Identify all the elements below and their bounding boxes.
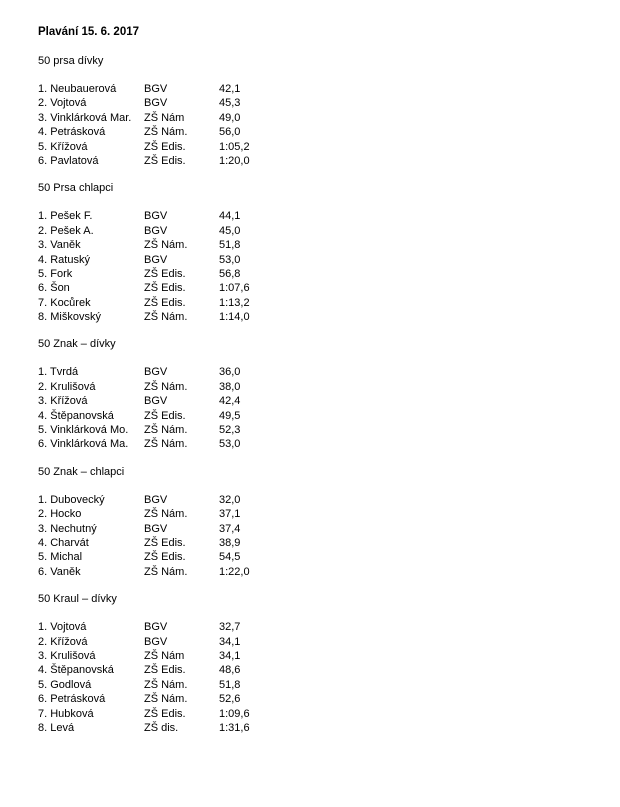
swim-time: 1:14,0	[219, 311, 250, 324]
school-name: BGV	[144, 395, 168, 408]
school-name: ZŠ Edis.	[144, 551, 186, 564]
school-name: ZŠ Edis.	[144, 282, 186, 295]
school-name: ZŠ Nám.	[144, 239, 188, 252]
swimmer-name: 1. Vojtová	[38, 621, 87, 634]
result-row	[38, 281, 598, 295]
results-sections	[38, 54, 598, 735]
result-row	[38, 310, 598, 324]
results-document	[38, 24, 598, 748]
result-row	[38, 423, 598, 437]
swimmer-name: 3. Křížová	[38, 395, 88, 408]
swim-time: 44,1	[219, 210, 241, 223]
swimmer-name: 5. Godlová	[38, 678, 92, 691]
swimmer-name: 7. Hubková	[38, 707, 94, 720]
swimmer-name: 4. Petrásková	[38, 126, 106, 139]
result-row	[38, 663, 598, 677]
result-section	[38, 465, 598, 579]
result-row	[38, 209, 598, 223]
swimmer-name: 6. Šon	[38, 282, 70, 295]
swim-time: 1:05,2	[219, 140, 250, 153]
swim-time: 45,0	[219, 224, 241, 237]
swimmer-name: 5. Fork	[38, 267, 73, 280]
swim-time: 38,0	[219, 380, 241, 393]
swim-time: 1:13,2	[219, 296, 250, 309]
result-row	[38, 238, 598, 252]
result-row	[38, 565, 598, 579]
swim-time: 51,8	[219, 678, 241, 691]
result-row	[38, 224, 598, 238]
school-name: ZŠ Nám.	[144, 424, 188, 437]
swim-time: 1:09,6	[219, 707, 250, 720]
school-name: ZŠ Nám.	[144, 693, 188, 706]
section-heading: 50 Znak – chlapci	[38, 465, 125, 478]
school-name: BGV	[144, 210, 168, 223]
swimmer-name: 6. Vaněk	[38, 565, 81, 578]
school-name: ZŠ Nám.	[144, 508, 188, 521]
result-row	[38, 365, 598, 379]
swim-time: 48,6	[219, 664, 241, 677]
swimmer-name: 3. Nechutný	[38, 522, 97, 535]
result-row	[38, 111, 598, 125]
result-row	[38, 96, 598, 110]
swimmer-name: 2. Křížová	[38, 635, 88, 648]
swimmer-name: 5. Vinklárková Mo.	[38, 424, 129, 437]
school-name: ZŠ Edis.	[144, 296, 186, 309]
school-name: ZŠ Edis.	[144, 140, 186, 153]
school-name: ZŠ Nám.	[144, 380, 188, 393]
swim-time: 1:31,6	[219, 721, 250, 734]
result-row	[38, 394, 598, 408]
result-row	[38, 550, 598, 564]
swim-time: 49,0	[219, 111, 241, 124]
swimmer-name: 4. Charvát	[38, 536, 89, 549]
result-row	[38, 707, 598, 721]
swim-time: 42,1	[219, 83, 241, 95]
swimmer-name: 3. Krulišová	[38, 649, 96, 662]
result-row	[38, 409, 598, 423]
swim-time: 42,4	[219, 395, 241, 408]
swim-time: 1:07,6	[219, 282, 250, 295]
swimmer-name: 2. Pešek A.	[38, 224, 94, 237]
result-row	[38, 635, 598, 649]
swim-time: 56,8	[219, 267, 241, 280]
swimmer-name: 7. Kocůrek	[38, 296, 91, 309]
swimmer-name: 4. Štěpanovská	[38, 664, 114, 677]
swimmer-name: 3. Vinklárková Mar.	[38, 111, 132, 124]
school-name: BGV	[144, 493, 168, 506]
swim-time: 32,7	[219, 621, 241, 634]
result-row	[38, 721, 598, 735]
swim-time: 53,0	[219, 253, 241, 266]
result-row	[38, 380, 598, 394]
school-name: BGV	[144, 83, 168, 95]
result-row	[38, 125, 598, 139]
school-name: ZŠ Nám.	[144, 311, 188, 324]
swim-time: 32,0	[219, 493, 241, 506]
school-name: BGV	[144, 224, 168, 237]
result-section	[38, 592, 598, 735]
swimmer-name: 8. Levá	[38, 721, 75, 734]
swimmer-name: 1. Neubauerová	[38, 83, 117, 95]
swim-time: 52,3	[219, 424, 241, 437]
result-row	[38, 522, 598, 536]
swimmer-name: 6. Petrásková	[38, 693, 106, 706]
swimmer-name: 4. Ratuský	[38, 253, 90, 266]
swim-time: 36,0	[219, 366, 241, 379]
school-name: BGV	[144, 621, 168, 634]
result-section	[38, 337, 598, 451]
result-row	[38, 154, 598, 168]
school-name: ZŠ Nám.	[144, 678, 188, 691]
swimmer-name: 5. Křížová	[38, 140, 88, 153]
school-name: BGV	[144, 522, 168, 535]
swimmer-name: 2. Vojtová	[38, 97, 87, 110]
document-title: Plavání 15. 6. 2017	[38, 26, 140, 38]
result-row	[38, 267, 598, 281]
swim-time: 53,0	[219, 438, 241, 451]
swim-time: 1:22,0	[219, 565, 250, 578]
swimmer-name: 8. Miškovský	[38, 311, 101, 324]
result-row	[38, 493, 598, 507]
result-row	[38, 620, 598, 634]
section-heading: 50 prsa dívky	[38, 55, 104, 67]
section-heading: 50 Prsa chlapci	[38, 182, 114, 195]
swimmer-name: 4. Štěpanovská	[38, 409, 114, 422]
section-heading: 50 Kraul – dívky	[38, 593, 117, 606]
swim-time: 52,6	[219, 693, 241, 706]
school-name: ZŠ Edis.	[144, 409, 186, 422]
school-name: BGV	[144, 253, 168, 266]
school-name: ZŠ Edis.	[144, 267, 186, 280]
result-row	[38, 649, 598, 663]
swimmer-name: 1. Dubovecký	[38, 493, 105, 506]
swim-time: 37,4	[219, 522, 241, 535]
school-name: ZŠ dis.	[144, 721, 179, 734]
school-name: ZŠ Nám.	[144, 126, 188, 139]
result-row	[38, 296, 598, 310]
swim-time: 1:20,0	[219, 154, 250, 167]
section-heading: 50 Znak – dívky	[38, 338, 116, 351]
school-name: BGV	[144, 635, 168, 648]
swimmer-name: 1. Pešek F.	[38, 210, 93, 223]
school-name: ZŠ Nám	[144, 111, 185, 124]
swim-time: 49,5	[219, 409, 241, 422]
swim-time: 38,9	[219, 536, 241, 549]
result-row	[38, 253, 598, 267]
swim-time: 45,3	[219, 97, 241, 110]
result-row	[38, 437, 598, 451]
swimmer-name: 3. Vaněk	[38, 239, 81, 252]
swimmer-name: 6. Vinklárková Ma.	[38, 438, 129, 451]
result-section	[38, 54, 598, 168]
school-name: ZŠ Nám	[144, 649, 185, 662]
result-row	[38, 678, 598, 692]
swim-time: 34,1	[219, 635, 241, 648]
swimmer-name: 1. Tvrdá	[38, 366, 79, 379]
swim-time: 34,1	[219, 649, 241, 662]
school-name: ZŠ Nám.	[144, 565, 188, 578]
school-name: ZŠ Nám.	[144, 438, 188, 451]
school-name: ZŠ Edis.	[144, 707, 186, 720]
school-name: ZŠ Edis.	[144, 664, 186, 677]
school-name: BGV	[144, 366, 168, 379]
result-row	[38, 82, 598, 96]
swimmer-name: 2. Hocko	[38, 508, 82, 521]
school-name: ZŠ Edis.	[144, 154, 186, 167]
swim-time: 51,8	[219, 239, 241, 252]
swim-time: 56,0	[219, 126, 241, 139]
swim-time: 37,1	[219, 508, 241, 521]
swimmer-name: 5. Michal	[38, 551, 83, 564]
result-row	[38, 507, 598, 521]
result-row	[38, 536, 598, 550]
result-row	[38, 692, 598, 706]
result-section	[38, 181, 598, 324]
school-name: ZŠ Edis.	[144, 536, 186, 549]
school-name: BGV	[144, 97, 168, 110]
swimmer-name: 2. Krulišová	[38, 380, 96, 393]
swim-time: 54,5	[219, 551, 241, 564]
swimmer-name: 6. Pavlatová	[38, 154, 99, 167]
result-row	[38, 140, 598, 154]
